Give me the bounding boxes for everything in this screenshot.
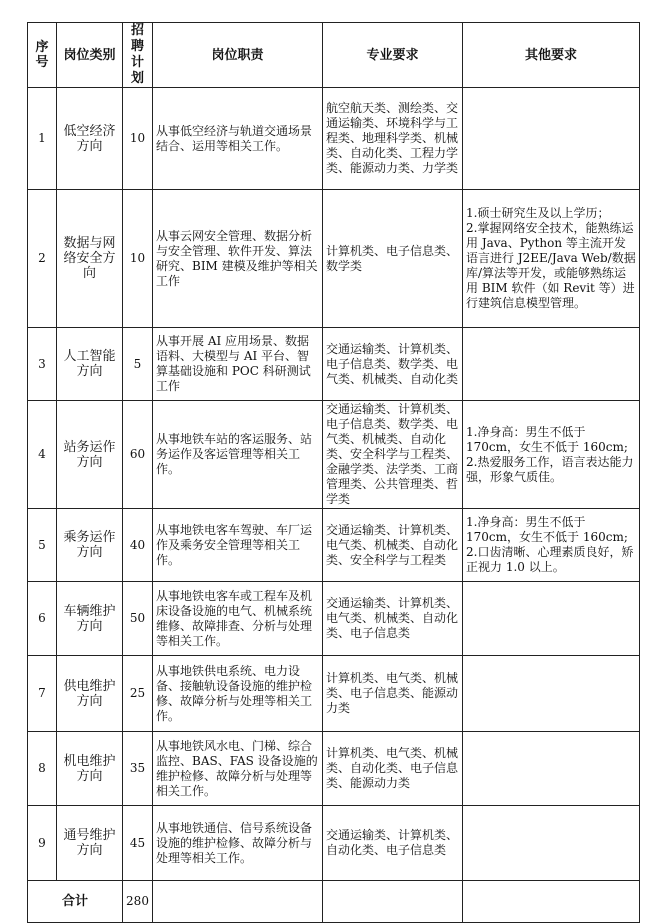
total-plan: 280 <box>123 881 153 923</box>
row-number: 7 <box>28 656 57 732</box>
header-category: 岗位类别 <box>57 23 123 88</box>
row-major: 交通运输类、计算机类、电气类、机械类、自动化类、电子信息类 <box>323 582 463 656</box>
row-category: 数据与网络安全方向 <box>57 190 123 328</box>
row-duty: 从事地铁车站的客运服务、站务运作及客运管理等相关工作。 <box>153 401 323 509</box>
row-plan: 10 <box>123 88 153 190</box>
row-major: 航空航天类、测绘类、交通运输类、环境科学与工程类、地理科学类、机械类、自动化类、工程力学类、能源动力类、力学类 <box>323 88 463 190</box>
row-plan: 50 <box>123 582 153 656</box>
row-number: 6 <box>28 582 57 656</box>
table-row <box>28 732 640 806</box>
row-plan: 5 <box>123 328 153 401</box>
row-other <box>463 732 640 806</box>
row-duty: 从事地铁风水电、门梯、综合监控、BAS、FAS 设备设施的维护检修、故障分析与处理等相关工作。 <box>153 732 323 806</box>
row-category: 站务运作方向 <box>57 401 123 509</box>
table-row <box>28 328 640 401</box>
row-major: 交通运输类、计算机类、自动化类、电子信息类 <box>323 806 463 881</box>
row-duty: 从事低空经济与轨道交通场景结合、运用等相关工作。 <box>153 88 323 190</box>
table-row <box>28 190 640 328</box>
row-number: 9 <box>28 806 57 881</box>
row-other: 1.净身高：男生不低于170cm，女生不低于 160cm; 2.热爱服务工作，语言表达能力强，形象气质佳。 <box>463 401 640 509</box>
table-header-row <box>28 23 640 88</box>
table-row <box>28 509 640 582</box>
header-major: 专业要求 <box>323 23 463 88</box>
row-plan: 60 <box>123 401 153 509</box>
total-empty-cell <box>323 881 463 923</box>
row-other <box>463 328 640 401</box>
row-category: 通号维护方向 <box>57 806 123 881</box>
row-plan: 10 <box>123 190 153 328</box>
row-duty: 从事地铁通信、信号系统设备设施的维护检修、故障分析与处理等相关工作。 <box>153 806 323 881</box>
row-duty: 从事地铁电客车或工程车及机床设备设施的电气、机械系统维修、故障排查、分析与处理等相关工作。 <box>153 582 323 656</box>
row-plan: 45 <box>123 806 153 881</box>
table-row <box>28 88 640 190</box>
row-major: 计算机类、电气类、机械类、电子信息类、能源动力类 <box>323 656 463 732</box>
row-major: 计算机类、电子信息类、数学类 <box>323 190 463 328</box>
total-empty-cell <box>153 881 323 923</box>
row-other <box>463 806 640 881</box>
row-number: 4 <box>28 401 57 509</box>
row-other: 1.硕士研究生及以上学历； 2.掌握网络安全技术，能熟练运用 Java、Python 等主流开发语言进行 J2EE/Java Web/数据库/算法等开发，或能够熟练运用 BIM 软件（如 Revit 等）进行建筑信息模型管理。 <box>463 190 640 328</box>
row-duty: 从事云网安全管理、数据分析与安全管理、软件开发、算法研究、BIM 建模及维护等相关工作 <box>153 190 323 328</box>
row-other <box>463 656 640 732</box>
row-major: 交通运输类、计算机类、电气类、机械类、自动化类、安全科学与工程类 <box>323 509 463 582</box>
row-duty: 从事地铁供电系统、电力设备、接触轨设备设施的维护检修、故障分析与处理等相关工作。 <box>153 656 323 732</box>
row-other <box>463 582 640 656</box>
row-category: 乘务运作方向 <box>57 509 123 582</box>
row-plan: 25 <box>123 656 153 732</box>
total-empty-cell <box>463 881 640 923</box>
header-duty: 岗位职责 <box>153 23 323 88</box>
table-row <box>28 401 640 509</box>
table-row <box>28 656 640 732</box>
row-major: 交通运输类、计算机类、电子信息类、数学类、电气类、机械类、自动化类 <box>323 328 463 401</box>
row-plan: 35 <box>123 732 153 806</box>
total-row <box>28 881 640 923</box>
row-major: 交通运输类、计算机类、电子信息类、数学类、电气类、机械类、自动化类、安全科学与工程类、金融学类、法学类、工商管理类、公共管理类、哲学类 <box>323 401 463 509</box>
row-category: 车辆维护方向 <box>57 582 123 656</box>
row-other: 1.净身高：男生不低于170cm，女生不低于 160cm; 2.口齿清晰、心理素质良好，矫正视力 1.0 以上。 <box>463 509 640 582</box>
row-plan: 40 <box>123 509 153 582</box>
row-duty: 从事开展 AI 应用场景、数据语料、大模型与 AI 平台、智算基础设施和 POC 科研测试工作 <box>153 328 323 401</box>
header-other: 其他要求 <box>463 23 640 88</box>
recruitment-table <box>27 22 640 923</box>
row-duty: 从事地铁电客车驾驶、车厂运作及乘务安全管理等相关工作。 <box>153 509 323 582</box>
row-number: 8 <box>28 732 57 806</box>
header-no: 序号 <box>28 23 57 88</box>
row-category: 供电维护方向 <box>57 656 123 732</box>
row-other <box>463 88 640 190</box>
row-category: 机电维护方向 <box>57 732 123 806</box>
row-number: 3 <box>28 328 57 401</box>
row-category: 低空经济方向 <box>57 88 123 190</box>
header-plan: 招聘计划 <box>123 23 153 88</box>
row-number: 1 <box>28 88 57 190</box>
row-number: 2 <box>28 190 57 328</box>
table-row <box>28 582 640 656</box>
row-category: 人工智能方向 <box>57 328 123 401</box>
table-row <box>28 806 640 881</box>
row-major: 计算机类、电气类、机械类、自动化类、电子信息类、能源动力类 <box>323 732 463 806</box>
total-label: 合计 <box>28 881 123 923</box>
row-number: 5 <box>28 509 57 582</box>
